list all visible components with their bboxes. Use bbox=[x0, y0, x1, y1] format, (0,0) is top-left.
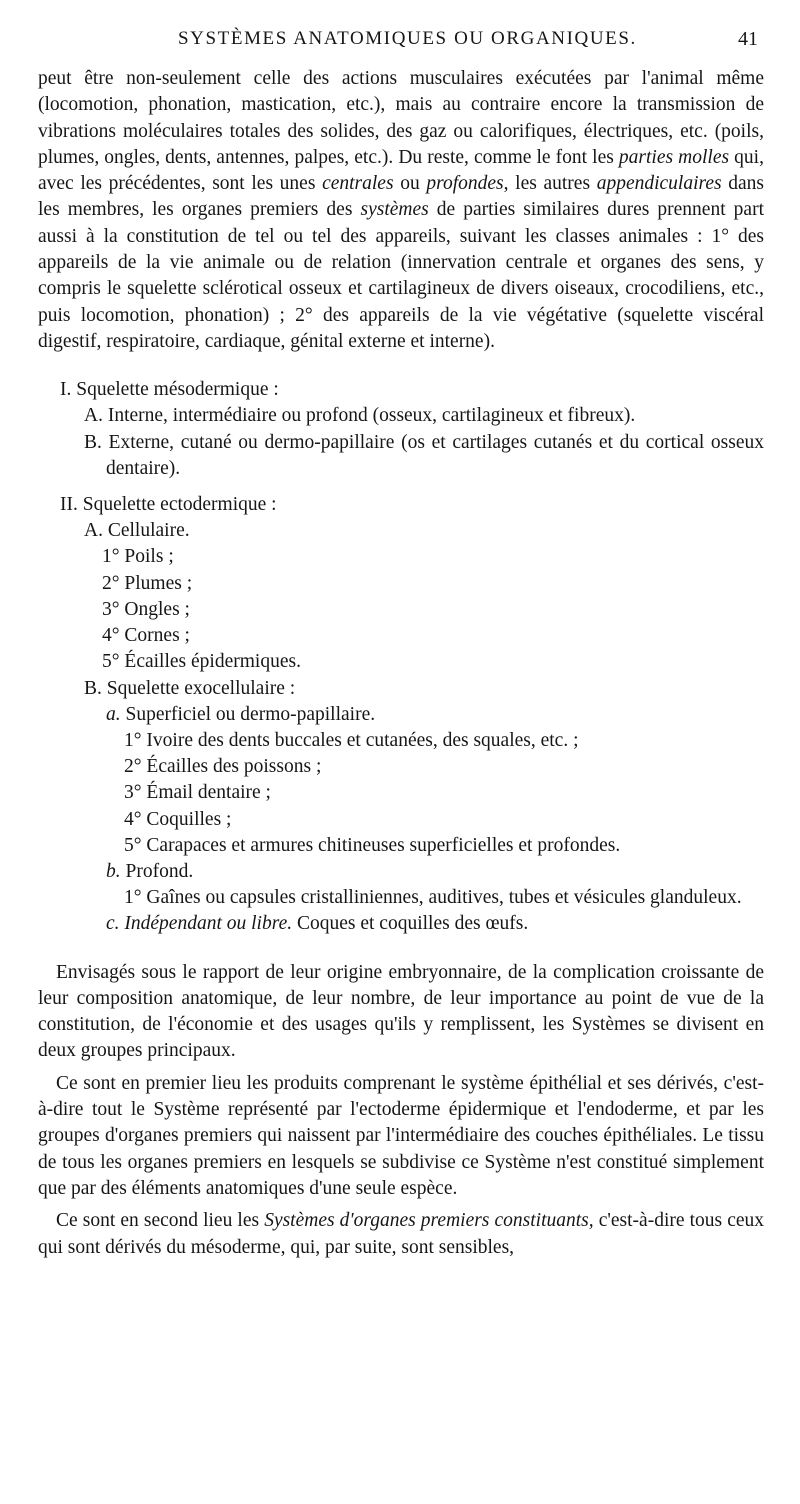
list-item: 5° Carapaces et armures chitineuses superficielles et profondes. bbox=[124, 834, 621, 856]
classification-outline bbox=[38, 377, 764, 937]
section-I-A: A. Interne, intermédiaire ou profond (osseux, cartilagineux et fibreux). bbox=[84, 405, 636, 427]
text-run: dans les membres, les organes premiers des bbox=[38, 173, 764, 221]
emphasis-systemes-organes: Systèmes d'organes premiers constituants, bbox=[264, 1210, 594, 1232]
subsection-a-marker: a. bbox=[106, 703, 121, 725]
emphasis-parties-molles: parties molles bbox=[618, 146, 730, 168]
list-item: 3° Ongles ; bbox=[102, 598, 190, 620]
page-body bbox=[38, 66, 764, 1261]
list-item: 1° Gaînes ou capsules cristalliniennes, auditives, tubes et vésicules glanduleux. bbox=[124, 887, 742, 909]
list-item: 4° Coquilles ; bbox=[124, 808, 232, 830]
text-run: Ce sont en second lieu les bbox=[56, 1210, 265, 1232]
text-run: ou bbox=[393, 173, 427, 195]
text-run: c'est-à-dire tous ceux qui sont dérivés du mésoderme, qui, par suite, sont sensibles, bbox=[38, 1210, 765, 1258]
section-I-heading: I. Squelette mésodermique : bbox=[60, 379, 279, 401]
page-header bbox=[0, 28, 800, 58]
subsection-a-heading bbox=[38, 702, 764, 728]
list-item: 5° Écailles épidermiques. bbox=[102, 651, 301, 673]
closing-paragraph-1: Envisagés sous le rapport de leur origine embryonnaire, de la complication croissante de leur composition anatomique, de leur nombre, de leur importance au point de vue de la constitution, de l'économie et des usages qu'ils y remplissent, les Systèmes se divisent en deux groupes principaux. bbox=[38, 961, 764, 1062]
list-item: 2° Écailles des poissons ; bbox=[124, 756, 322, 778]
section-I-B: B. Externe, cutané ou dermo-papillaire (os et cartilages cutanés et du cortical osseux dentaire). bbox=[84, 431, 764, 479]
emphasis-appendiculaires: appendiculaires bbox=[596, 173, 722, 195]
emphasis-profondes: profondes bbox=[426, 173, 504, 195]
section-II-A-heading: A. Cellulaire. bbox=[84, 520, 190, 542]
running-title: SYSTÈMES ANATOMIQUES OU ORGANIQUES. bbox=[178, 28, 637, 49]
subsection-a-label: Superficiel ou dermo-papillaire. bbox=[125, 703, 376, 725]
subsection-c-label-rest: Coques et coquilles des œufs. bbox=[292, 913, 529, 935]
closing-paragraph-2: Ce sont en premier lieu les produits comprenant le système épithélial et ses dérivés, c'est-à-dire tout le Système représenté par l'ectoderme épidermique et l'endoderme, et par les groupes d'organes premiers qui naissent par l'intermédiaire des couches épithéliales. Le tissu de tous les organes premiers en lesquels se subdivise ce Système n'est constitué simplement que par des éléments anatomiques d'une seule espèce. bbox=[38, 1072, 764, 1199]
subsection-b-label: Profond. bbox=[125, 860, 194, 882]
subsection-c-label-italic: Indépendant ou libre. bbox=[124, 913, 293, 935]
subsection-c-marker: c. bbox=[106, 913, 120, 935]
section-II-heading: II. Squelette ectodermique : bbox=[60, 494, 277, 516]
closing-paragraph-3 bbox=[38, 1208, 764, 1261]
text-run: qui, avec les précédentes, sont les unes bbox=[38, 146, 764, 195]
text-run: , les autres bbox=[503, 173, 597, 195]
subsection-b-marker: b. bbox=[106, 860, 121, 882]
intro-paragraph bbox=[38, 66, 764, 355]
page-number: 41 bbox=[738, 28, 758, 50]
list-item: 4° Cornes ; bbox=[102, 625, 190, 647]
emphasis-systemes: systèmes bbox=[360, 199, 429, 221]
text-run: peut être non-seulement celle des actions musculaires exécutées par l'animal même (locomotion, phonation, mastication, etc.), mais au contraire encore la transmission de vibrations moléculaires totales des solides, des gaz ou calorifiques, électriques, etc. (poils, plumes, ongles, dents, antennes, palpes, etc.). Du reste, comme le font les bbox=[38, 68, 764, 168]
subsection-c-heading bbox=[38, 911, 764, 937]
subsection-b-heading bbox=[38, 859, 764, 885]
list-item: 2° Plumes ; bbox=[102, 572, 193, 594]
emphasis-centrales: centrales bbox=[322, 173, 394, 195]
list-item: 1° Poils ; bbox=[102, 546, 174, 568]
section-II-B-heading: B. Squelette exocellulaire : bbox=[84, 677, 296, 699]
text-run: de parties similaires dures prennent part aussi à la constitution de tel ou tel des appareils, suivant les classes animales : 1° des appareils de la vie animale ou de relation (innervation centrale et organes des sens, y compris le squelette sclérotical osseux et cartilagineux de divers oiseaux, crocodiliens, etc., puis locomotion, phonation) ; 2° des appareils de la vie végétative (squelette viscéral digestif, respiratoire, cardiaque, génital externe et interne). bbox=[38, 199, 764, 352]
list-item: 3° Émail dentaire ; bbox=[124, 782, 271, 804]
list-item: 1° Ivoire des dents buccales et cutanées, des squales, etc. ; bbox=[124, 729, 579, 751]
